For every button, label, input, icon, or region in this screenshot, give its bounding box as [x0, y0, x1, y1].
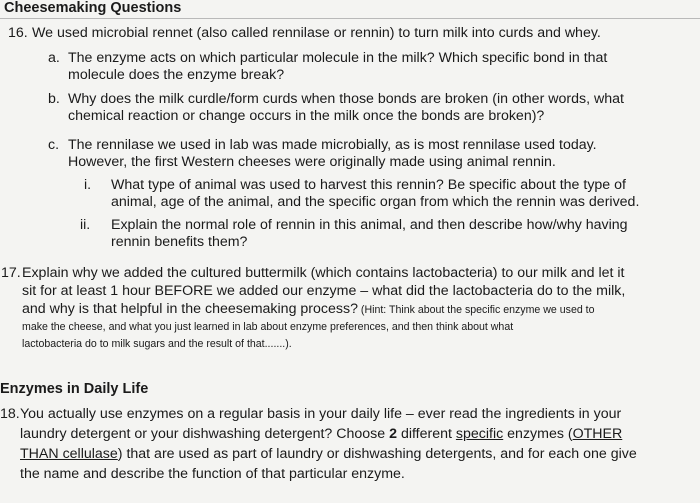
question-18-line-2-text-b: different	[397, 426, 456, 442]
question-16b-line-1: Why does the milk curdle/form curds when those bonds are broken (in other words, what	[68, 91, 624, 107]
question-16c-line-1: The rennilase we used in lab was made microbially, as is most rennilase used today.	[68, 137, 597, 153]
question-16c-ii-line-2: rennin benefits them?	[111, 234, 248, 250]
question-18-line-1: You actually use enzymes on a regular basis in your daily life – ever read the ingredients in your	[20, 406, 622, 422]
question-16b-line-2: chemical reaction or change occurs in the milk once the bonds are broken)?	[68, 108, 545, 124]
question-18-underlined-specific: specific	[455, 426, 504, 442]
question-16b-label: b.	[48, 91, 60, 107]
question-17-hint-line-3: lactobacteria do to milk sugars and the result of that.......).	[22, 338, 292, 350]
question-16c-line-2: However, the first Western cheeses were originally made using animal rennin.	[68, 154, 556, 170]
question-18-line-3-text: ) that are used as part of laundry or dishwashing detergents, and for each one give	[117, 446, 637, 462]
question-18-underlined-than-cellulase: THAN cellulase	[20, 446, 118, 462]
question-18-line-2-text-c: enzymes (	[503, 426, 573, 442]
question-18-underlined-other: OTHER	[572, 426, 623, 442]
question-16a-label: a.	[48, 50, 60, 66]
question-18-line-2	[20, 426, 622, 443]
question-16-number: 16.	[8, 25, 28, 41]
question-16c-i-line-1: What type of animal was used to harvest this rennin? Be specific about the type of	[111, 177, 626, 193]
question-16a-line-2: molecule does the enzyme break?	[68, 67, 285, 83]
section-divider	[0, 18, 700, 19]
question-16c-ii-line-1: Explain the normal role of rennin in this animal, and then describe how/why having	[111, 217, 628, 233]
question-18-line-3	[20, 446, 637, 463]
question-16c-i-label: i.	[84, 177, 92, 193]
section-title-cheesemaking: Cheesemaking Questions	[4, 0, 182, 16]
question-16-text: We used microbial rennet (also called rennilase or rennin) to turn milk into curds and whey.	[32, 25, 601, 41]
question-18-line-4: the name and describe the function of that particular enzyme.	[20, 466, 405, 482]
question-17-number: 17.	[1, 265, 21, 281]
question-16c-label: c.	[48, 137, 60, 153]
question-16c-ii-label: ii.	[80, 217, 91, 233]
question-17-line-3-main: and why is that helpful in the cheesemaking process?	[22, 301, 358, 317]
question-17-hint-line-2: make the cheese, and what you just learned in lab about enzyme preferences, and then think about what	[22, 321, 514, 333]
section-title-enzymes: Enzymes in Daily Life	[0, 381, 149, 397]
question-16a-line-1: The enzyme acts on which particular molecule in the milk? Which specific bond in that	[68, 50, 608, 66]
question-18-line-2-text: laundry detergent or your dishwashing detergent? Choose	[20, 426, 390, 442]
question-17-line-2: sit for at least 1 hour BEFORE we added our enzyme – what did the lactobacteria do to the milk,	[22, 283, 626, 299]
question-16c-i-line-2: animal, age of the animal, and the specific organ from which the rennin was derived.	[111, 194, 640, 210]
question-18-bold-count: 2	[389, 426, 398, 442]
question-17-hint-start: (Hint: Think about the specific enzyme we used to	[357, 304, 595, 316]
question-17-line-3	[22, 301, 595, 319]
question-18-number: 18.	[0, 406, 20, 422]
question-17-line-1: Explain why we added the cultured buttermilk (which contains lactobacteria) to our milk and let it	[22, 265, 625, 281]
